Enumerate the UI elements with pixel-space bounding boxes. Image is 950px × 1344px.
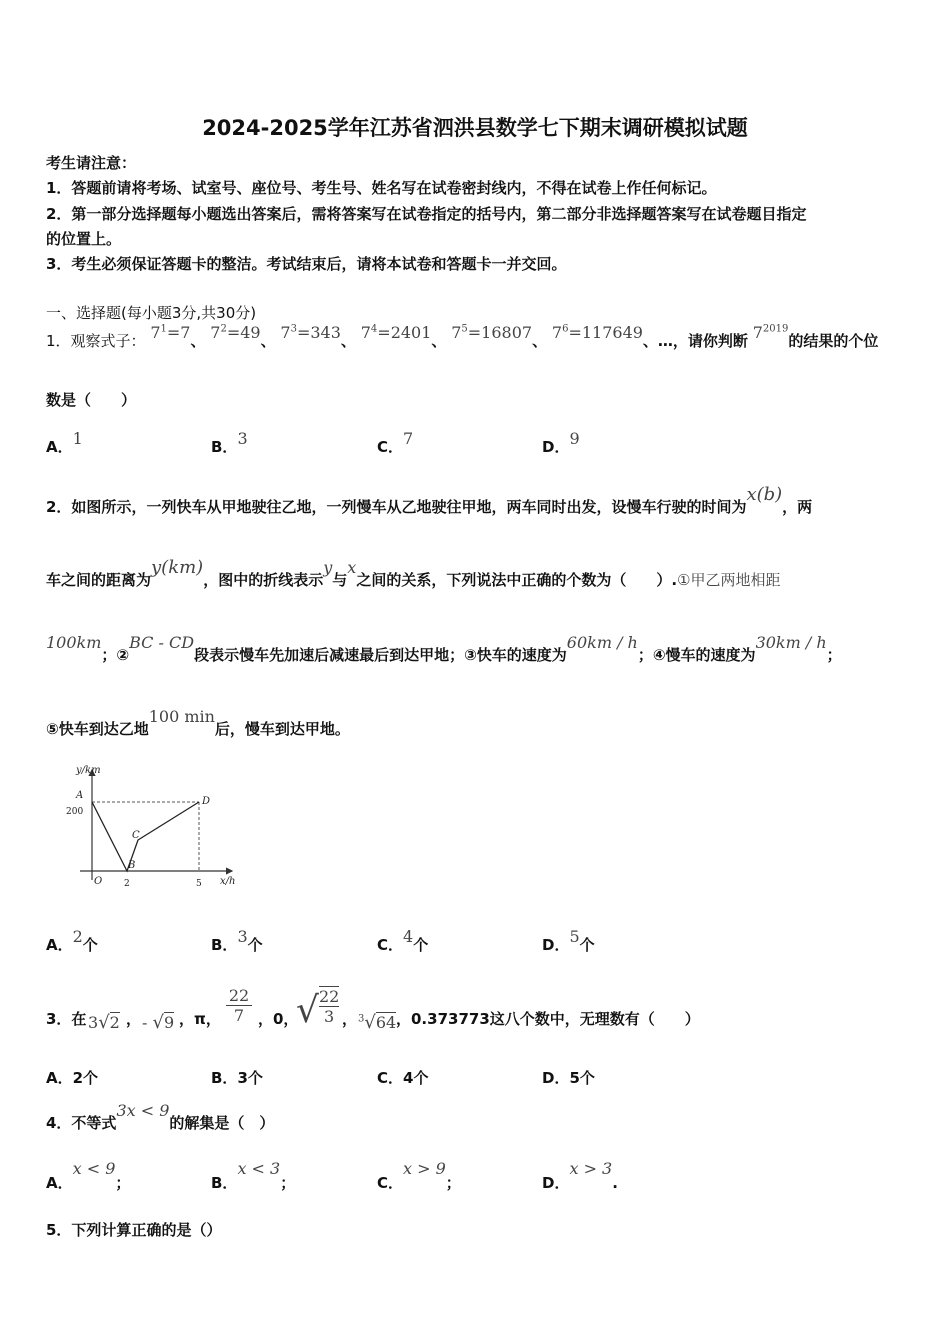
q4-option-d: D．x > 3.	[542, 1159, 618, 1192]
origin-label: O	[94, 876, 103, 887]
q1-option-b: B．3	[211, 429, 248, 456]
question-1: 1．观察式子： $7^1=7$、 $7^2=49$、 $7^3=343$、 $7^4=2401$、 $7^5=16807$、 $7^6=117649$、…，请你判断 $7^{2019}$的结果的个位	[46, 323, 879, 350]
tick-2: 2	[124, 879, 130, 889]
distance-time-graph	[60, 760, 245, 895]
q3-option-c: C．4个	[377, 1069, 429, 1087]
q3-fraction-22-7: 22 7	[226, 986, 252, 1025]
q1-option-a: A．1	[46, 429, 83, 456]
point-b-label: B	[128, 860, 136, 871]
notice-heading: 考生请注意：	[46, 154, 137, 172]
q3-cbrt64: $^3$√64	[358, 1012, 397, 1033]
notice-item-1: 1．答题前请将考场、试室号、座位号、考生号、姓名写在试卷密封线内，不得在试卷上作任何标记。	[46, 179, 717, 197]
q4-option-a: A．x < 9；	[46, 1159, 131, 1192]
q1-suffix: 的结果的个位	[788, 332, 879, 350]
distance-polyline	[92, 802, 199, 871]
q2-option-c: C．4个	[377, 927, 429, 954]
notice-item-2-cont: 的位置上。	[46, 230, 122, 248]
tick-200: 200	[66, 807, 84, 817]
q3-option-b: B．3个	[211, 1069, 263, 1087]
question-2-line4: ⑤快车到达乙地100 min后，慢车到达甲地。	[46, 707, 350, 738]
question-5: 5．下列计算正确的是（）	[46, 1221, 222, 1239]
question-2-line2: 车之间的距离为y(km)，图中的折线表示y与x之间的关系，下列说法中正确的个数为（ ）.①甲乙两地相距	[46, 557, 781, 589]
q3-option-d: D．5个	[542, 1069, 595, 1087]
section-heading: 一、选择题(每小题3分,共30分)	[46, 304, 257, 322]
q1-mid: 、…，请你判断	[642, 332, 748, 350]
question-4: 4．不等式3x < 9的解集是（ ）	[46, 1101, 275, 1132]
q2-option-b: B．3个	[211, 927, 263, 954]
x-axis-label: x/h	[220, 876, 236, 887]
notice-item-2: 2．第一部分选择题每小题选出答案后，需将答案写在试卷指定的括号内，第二部分非选择题答案写在试卷题目指定	[46, 205, 807, 223]
tick-5: 5	[196, 879, 202, 889]
question-2-line1: 2．如图所示，一列快车从甲地驶往乙地，一列慢车从乙地驶往甲地，两车同时出发，设慢车行驶的时间为x(b)，两	[46, 484, 813, 516]
q1-prefix: 1．观察式子：	[46, 332, 146, 350]
y-axis-label: y/km	[76, 765, 101, 776]
point-a-label: A	[76, 790, 84, 801]
q1-option-d: D．9	[542, 429, 580, 456]
q3-option-a: A．2个	[46, 1069, 99, 1087]
q3-neg-sqrt9: - √9	[142, 1012, 175, 1033]
q2-option-d: D．5个	[542, 927, 595, 954]
page-title: 2024-2025学年江苏省泗洪县数学七下期末调研模拟试题	[202, 116, 748, 140]
notice-item-3: 3．考生必须保证答题卡的整洁。考试结束后，请将本试卷和答题卡一并交回。	[46, 255, 567, 273]
point-d-label: D	[202, 796, 211, 807]
q3-sqrt-22-3: √ $\frac{22}{3}$	[296, 987, 340, 1031]
q1-option-c: C．7	[377, 429, 414, 456]
point-c-label: C	[132, 830, 140, 841]
q2-option-a: A．2个	[46, 927, 98, 954]
question-2-line3: 100km；②BC - CD段表示慢车先加速后减速最后到达甲地；③快车的速度为60km / h；④慢车的速度为30km / h；	[46, 633, 842, 664]
q3-3sqrt2: 3√2	[88, 1012, 120, 1033]
q4-option-c: C．x > 9；	[377, 1159, 461, 1192]
q1-line2: 数是（ ）	[46, 391, 137, 409]
q4-option-b: B．x < 3；	[211, 1159, 296, 1192]
